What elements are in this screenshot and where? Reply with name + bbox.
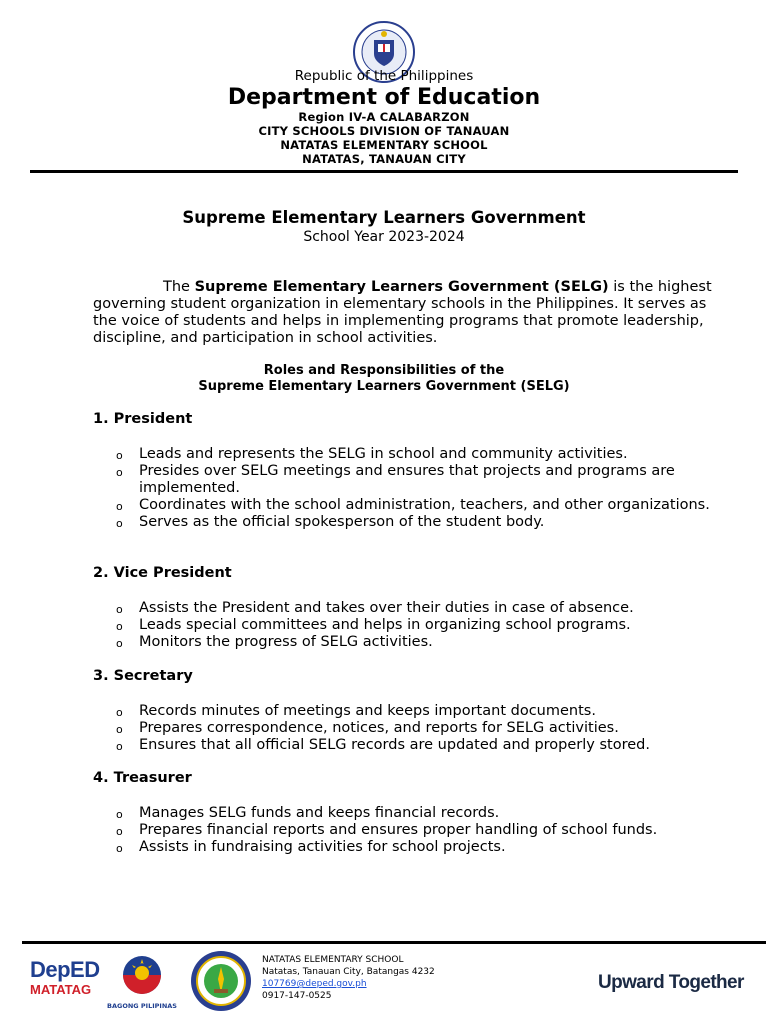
intro-org-name: Supreme Elementary Learners Government (SELG) <box>194 279 609 295</box>
bullet-icon: o <box>116 620 123 633</box>
school-year: School Year 2023-2024 <box>303 229 465 245</box>
bullet-icon: o <box>116 825 123 838</box>
bullet-icon: o <box>116 500 123 513</box>
secretary-duties-list <box>116 703 716 754</box>
intro-paragraph <box>93 279 733 347</box>
header-school: NATATAS ELEMENTARY SCHOOL <box>280 138 488 152</box>
header-location: NATATAS, TANAUAN CITY <box>302 152 466 166</box>
roles-title <box>0 363 768 394</box>
matatag-text: MATATAG <box>30 982 92 997</box>
bullet-icon: o <box>116 723 123 736</box>
bullet-icon: o <box>116 706 123 719</box>
list-item: o Prepares financial reports and ensures proper handling of school funds. <box>116 822 658 838</box>
header-republic: Republic of the Philippines <box>294 68 474 84</box>
list-item: o Assists the President and takes over their duties in case of absence. <box>116 600 634 616</box>
section-heading-secretary: 3. Secretary <box>93 668 193 684</box>
header-department: Department of Education <box>227 85 541 110</box>
list-item: o Assists in fundraising activities for school projects. <box>116 839 506 855</box>
list-item: o Manages SELG funds and keeps financial records. <box>116 805 500 821</box>
roles-title-line2: Supreme Elementary Learners Government (SELG) <box>198 378 570 394</box>
list-item: o Prepares correspondence, notices, and reports for SELG activities. <box>116 720 619 736</box>
president-duties-list <box>116 446 716 531</box>
section-heading-treasurer: 4. Treasurer <box>93 770 192 786</box>
upward-together-logo: Upward Together <box>598 972 744 993</box>
header-region: Region IV-A CALABARZON <box>298 110 470 124</box>
header-division: CITY SCHOOLS DIVISION OF TANAUAN <box>258 124 510 138</box>
list-item: o Coordinates with the school administration, teachers, and other organizations. <box>116 497 710 513</box>
natatas-school-seal-logo <box>186 949 256 1013</box>
deped-matatag-logo <box>30 958 102 1008</box>
list-item: o Monitors the progress of SELG activities. <box>116 634 433 650</box>
footer-email-link[interactable]: 107769@deped.gov.ph <box>262 979 367 989</box>
intro-rest: is the highest governing student organization in elementary schools in the Philippines. It serves as the voice of students and helps in implementing programs that promote leadership, discipline, and participation in school activities. <box>93 279 712 346</box>
list-item: o Leads special committees and helps in organizing school programs. <box>116 617 631 633</box>
section-heading-vice-president: 2. Vice President <box>93 565 232 581</box>
footer-address: Natatas, Tanauan City, Batangas 4232 <box>262 967 435 977</box>
document-title: Supreme Elementary Learners Government <box>182 208 586 227</box>
bullet-icon: o <box>116 808 123 821</box>
bullet-icon: o <box>116 449 123 462</box>
bullet-icon: o <box>116 517 123 530</box>
bullet-icon: o <box>116 466 123 479</box>
bullet-icon: o <box>116 637 123 650</box>
treasurer-duties-list <box>116 805 716 856</box>
list-item: o Leads and represents the SELG in school and community activities. <box>116 446 628 462</box>
bullet-icon: o <box>116 842 123 855</box>
footer-school-name: NATATAS ELEMENTARY SCHOOL <box>262 955 404 965</box>
intro-the: The <box>163 279 195 295</box>
vice-president-duties-list <box>116 600 716 651</box>
bagong-pilipinas-logo <box>106 953 178 1009</box>
bagong-pilipinas-text: BAGONG PILIPINAS <box>107 1002 177 1010</box>
section-heading-president: 1. President <box>93 411 193 427</box>
deped-logo-text: DepED <box>30 957 100 982</box>
list-item: o Ensures that all official SELG records are updated and properly stored. <box>116 737 650 753</box>
bullet-icon: o <box>116 740 123 753</box>
roles-title-line1: Roles and Responsibilities of the <box>263 363 505 378</box>
bagong-pilipinas-emblem-icon <box>106 953 178 997</box>
list-item: o Records minutes of meetings and keeps important documents. <box>116 703 596 719</box>
list-item: o Serves as the official spokesperson of the student body. <box>116 514 545 530</box>
bullet-icon: o <box>116 603 123 616</box>
header-divider <box>30 170 738 173</box>
list-item: o Presides over SELG meetings and ensures that projects and programs are implemented. <box>116 463 675 496</box>
footer-phone: 0917-147-0525 <box>262 991 332 1001</box>
footer-divider <box>22 941 766 944</box>
